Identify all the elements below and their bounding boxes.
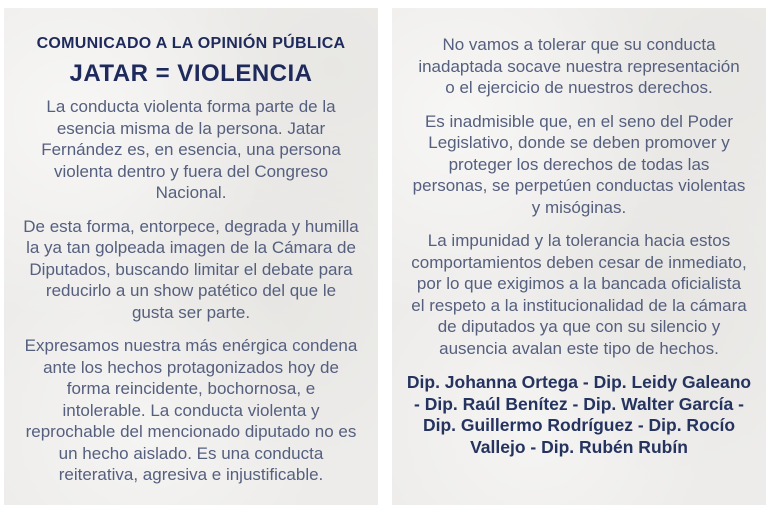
kicker-title: COMUNICADO A LA OPINIÓN PÚBLICA — [36, 35, 346, 52]
right-paragraph-1: No vamos a tolerar que su conducta inadaptada socave nuestra representación o el ejercicio de nuestros derechos. — [418, 35, 740, 97]
headline: JATAR = VIOLENCIA — [69, 60, 313, 87]
statement-page-2 — [392, 8, 766, 505]
left-paragraph-2: De esta forma, entorpece, degrada y humilla la ya tan golpeada imagen de la Cámara de Diputados, buscando limitar el debate para reducirlo a un show patético del que le gusta ser parte. — [23, 216, 359, 322]
signatories-list: Dip. Johanna Ortega - Dip. Leidy Galeano - Dip. Raúl Benítez - Dip. Walter García - Dip. Guillermo Rodríguez - Dip. Rocío Vallejo - Dip. Rubén Rubín — [406, 372, 752, 457]
right-paragraph-3: La impunidad y la tolerancia hacia estos comportamientos deben cesar de inmediato, por lo que exigimos a la bancada oficialista el respeto a la institucionalidad de la cámara de diputados ya que con su silencio y ausencia avalan este tipo de hechos. — [411, 231, 747, 358]
statement-page-1 — [4, 8, 378, 505]
left-paragraph-1: La conducta violenta forma parte de la esencia misma de la persona. Jatar Fernández es, en esencia, una persona violenta dentro y fuera del Congreso Nacional. — [41, 97, 341, 202]
right-paragraph-2: Es inadmisible que, en el seno del Poder Legislativo, donde se deben promover y proteger los derechos de todas las personas, se perpetúen conductas violentas y misóginas. — [412, 111, 746, 217]
left-paragraph-3: Expresamos nuestra más enérgica condena ante los hechos protagonizados hoy de forma reincidente, bochornosa, e intolerable. La conducta violenta y reprochable del mencionado diputado no es un hecho aislado. Es una conducta reiterativa, agresiva e injustificable. — [24, 336, 358, 484]
